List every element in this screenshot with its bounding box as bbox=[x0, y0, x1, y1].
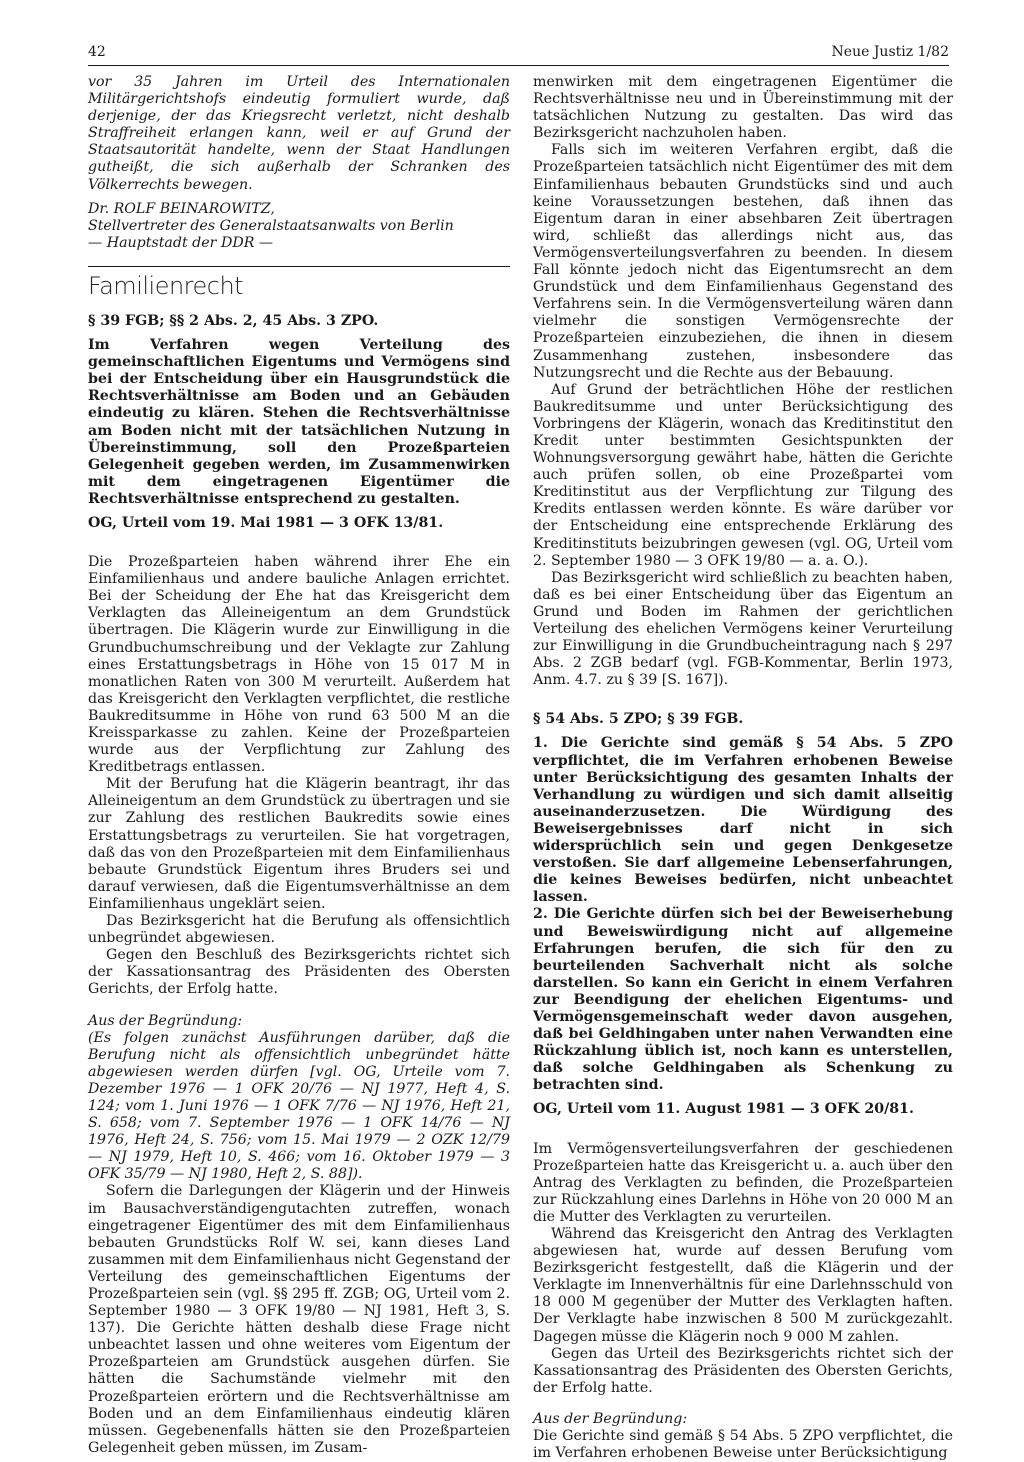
paragraph: Gegen das Urteil des Bezirksgerichts richtet sich der Kassationsantrag des Präsidenten des Obersten Gerichts, der Erfolg hatte. bbox=[533, 1345, 953, 1396]
paragraph: Mit der Berufung hat die Klägerin beantragt, ihr das Alleineigentum an dem Grundstück zu übertragen und sie zur Zahlung des restlichen Baukredits sowie eines Erstattungsbetrags zu verurteilen. Sie hat vorgetragen, daß das von den Prozeßparteien mit dem Einfamilienhaus bebaute Grundstück Eigentum ihres Bruders sei und darauf verwiesen, daß die Eigentumsverhältnisse an dem Einfamilienhaus ungeklärt seien. bbox=[88, 776, 510, 912]
author-role: Stellvertreter des Generalstaatsanwalts von Berlin bbox=[88, 217, 454, 234]
header-rule bbox=[88, 65, 949, 66]
case1-reference: § 39 FGB; §§ 2 Abs. 2, 45 Abs. 3 ZPO. bbox=[88, 312, 379, 329]
right-column bbox=[533, 74, 953, 1462]
paragraph: Im Vermögensverteilungsverfahren der geschiedenen Prozeßparteien hatte das Kreisgericht u. a. auch über den Antrag des Verklagten zu befinden, die Prozeßparteien zur Rückzahlung eines Darlehns in Höhe von 20 000 M an die Mutter des Verklagten zu verurteilen. bbox=[533, 1140, 953, 1225]
paragraph-italic: (Es folgen zunächst Ausführungen darüber, daß die Berufung nicht als offensichtlich unbegründet hätte abgewiesen werden dürfen [vgl. OG, Urteile vom 7. Dezember 1976 — 1 OFK 20/76 — NJ 1977, Heft 4, S. 124; vom 1. Juni 1976 — 1 OFK 7/76 — NJ 1976, Heft 21, S. 658; vom 7. September 1976 — 1 OFK 14/76 — NJ 1976, Heft 24, S. 756; vom 15. Mai 1979 — 2 OZK 12/79 — NJ 1979, Heft 10, S. 466; vom 16. Oktober 1979 — 3 OFK 35/79 — NJ 1980, Heft 2, S. 88]). bbox=[88, 1029, 510, 1183]
paragraph: Während das Kreisgericht den Antrag des Verklagten abgewiesen hat, wurde auf dessen Berufung vom Bezirksgericht festgestellt, daß die Klägerin und der Verklagte im Innenverhältnis für eine Darlehnsschuld von 18 000 M gegenüber der Mutter des Verklagten haften. Der Verklagte habe inzwischen 8 500 M zurückgezahlt. Dagegen müsse die Klägerin noch 9 000 M zahlen. bbox=[533, 1226, 953, 1345]
case2-summary-2: 2. Die Gerichte dürfen sich bei der Beweiserhebung und Beweiswürdigung nicht auf allgemeine Erfahrungen berufen, die sich für den zu beurteilenden Sachverhalt nicht als solche darstellen. So kann ein Gericht in einem Verfahren zur Beendigung der ehelichen Eigentums- und Vermögensgemeinschaft weder davon ausgehen, daß bei Geldhingaben unter nahen Verwandten eine Rückzahlung üblich ist, noch kann es unterstellen, daß solche Geldhingaben als Schenkung zu betrachten sind. bbox=[533, 906, 953, 1094]
journal-title: Neue Justiz 1/82 bbox=[831, 44, 949, 60]
case2-court: OG, Urteil vom 11. August 1981 — 3 OFK 20/81. bbox=[533, 1101, 914, 1118]
paragraph: Auf Grund der beträchtlichen Höhe der restlichen Baukreditsumme und unter Berücksichtigung des Vorbringens der Klägerin, wonach das Kreditinstitut den Kredit unter bestimmten Gesichtspunkten der Wohnungsversorgung gewährt habe, hätten die Gerichte auch prüfen sollen, ob eine Prozeßpartei vom Kreditinstitut aus der Verpflichtung zur Tilgung des Kredits entlassen werden könnte. Es wäre darüber vor der Entscheidung eine entsprechende Erklärung des Kreditinstituts beizubringen gewesen (vgl. OG, Urteil vom 2. September 1980 — 3 OFK 19/80 — a. a. O.). bbox=[533, 381, 953, 569]
page-number: 42 bbox=[88, 44, 106, 60]
paragraph: Gegen den Beschluß des Bezirksgerichts richtet sich der Kassationsantrag des Präsidenten des Obersten Gerichts, der Erfolg hatte. bbox=[88, 947, 510, 998]
left-column bbox=[88, 74, 510, 1457]
paragraph: Das Bezirksgericht wird schließlich zu beachten haben, daß es bei einer Entscheidung über das Eigentum an Grund und Boden im Rahmen der gerichtlichen Verteilung des ehelichen Vermögens keiner Verurteilung zur Einwilligung in die Grundbucheintragung nach § 297 Abs. 2 ZGB bedarf (vgl. FGB-Kommentar, Berlin 1973, Anm. 4.7. zu § 39 [S. 167]). bbox=[533, 569, 953, 689]
author-name: Dr. ROLF BEINAROWITZ, bbox=[88, 200, 275, 217]
author-place: — Hauptstadt der DDR — bbox=[88, 234, 274, 251]
intro-paragraph: vor 35 Jahren im Urteil des Internationalen Militärgerichtshofs eindeutig formuliert wurde, daß derjenige, der das Kriegsrecht verletzt, nicht deshalb Straffreiheit erlangen kann, weil er auf Grund der Staatsautorität handelte, wenn der Staat Handlungen gutheißt, die sich außerhalb der Schranken des Völkerrechts bewegen. bbox=[88, 74, 510, 193]
page-header bbox=[88, 44, 949, 66]
section-rule bbox=[88, 266, 510, 267]
paragraph: Die Prozeßparteien haben während ihrer Ehe ein Einfamilienhaus und andere bauliche Anlagen errichtet. Bei der Scheidung der Ehe hat das Kreisgericht dem Verklagten das Alleineigentum an dem Grundstück übertragen. Die Klägerin wurde zur Einwilligung in die Grundbuchumschreibung und der Veklagte zur Zahlung eines Erstattungsbetrags in Höhe von 15 017 M in monatlichen Raten von 300 M verurteilt. Außerdem hat das Kreisgericht den Verklagten verpflichtet, die restliche Baukreditsumme in Höhe von rund 63 500 M an die Kreissparkasse zu zahlen. Keine der Prozeßparteien wurde aus der Verpflichtung zur Zahlung des Kreditbetrags entlassen. bbox=[88, 554, 510, 776]
paragraph: Das Bezirksgericht hat die Berufung als offensichtlich unbegründet abgewiesen. bbox=[88, 913, 510, 947]
paragraph: menwirken mit dem eingetragenen Eigentümer die Rechtsverhältnisse neu und in Übereinstimmung mit der tatsächlichen Nutzung zu gestalten. Das wird das Bezirksgericht nachzuholen haben. bbox=[533, 74, 953, 142]
paragraph: Sofern die Darlegungen der Klägerin und der Hinweis im Bausachverständigengutachten zutreffen, wonach eingetragener Eigentümer des mit dem Einfamilienhaus bebauten Grundstücks Rolf W. sei, kann dieses Land zusammen mit dem Einfamilienhaus nicht Gegenstand der Verteilung des gemeinschaftlichen Eigentums der Prozeßparteien sein (vgl. §§ 295 ff. ZGB; OG, Urteil vom 2. September 1980 — 3 OFK 19/80 — NJ 1981, Heft 3, S. 137). Die Gerichte hätten deshalb diese Frage nicht unbeachtet lassen und ohne weiteres vom Eigentum der Prozeßparteien am Grundstück ausgehen dürfen. Sie hätten die Sachumstände vielmehr mit den Prozeßparteien erörtern und die Rechtsverhältnisse am Boden und an dem Einfamilienhaus eindeutig klären müssen. Gegebenenfalls hätten sie den Prozeßparteien Gelegenheit geben müssen, im Zusam- bbox=[88, 1183, 510, 1456]
case2-reference: § 54 Abs. 5 ZPO; § 39 FGB. bbox=[533, 711, 744, 728]
case2-summary-1: 1. Die Gerichte sind gemäß § 54 Abs. 5 ZPO verpflichtet, die im Verfahren erhobenen Beweise unter Berücksichtigung des gesamten Inhalts der Verhandlung zu würdigen und sich damit allseitig auseinanderzusetzen. Die Würdigung des Beweisergebnisses darf nicht in sich widersprüchlich sein und gegen Denkgesetze verstoßen. Sie darf allgemeine Lebenserfahrungen, die keines Beweises bedürfen, nicht unbeachtet lassen. bbox=[533, 735, 953, 906]
paragraph: Falls sich im weiteren Verfahren ergibt, daß die Prozeßparteien tatsächlich nicht Eigentümer des mit dem Einfamilienhaus bebauten Grundstücks sind und auch keine Voraussetzungen bestehen, daß ihnen das Eigentum daran in einer absehbaren Zeit übertragen wird, schließt das allerdings nicht aus, das Vermögensverteilungsverfahren zu beenden. In diesem Fall könnte jedoch nicht das Eigentumsrecht an dem Grundstück und dem Einfamilienhaus Gegenstand des Verfahrens sein. In die Vermögensverteilung wären dann vielmehr die sonstigen Vermögensrechte der Prozeßparteien einzubeziehen, die ihnen in diesem Zusammenhang zustehen, insbesondere das Nutzungsrecht und die Rechte aus der Bebauung. bbox=[533, 142, 953, 381]
case1-summary: Im Verfahren wegen Verteilung des gemeinschaftlichen Eigentums und Vermögens sind bei der Entscheidung über ein Hausgrundstück die Rechtsverhältnisse am Boden und an Gebäuden eindeutig zu klären. Stehen die Rechtsverhältnisse am Boden nicht mit der tatsächlichen Nutzung in Übereinstimmung, soll den Prozeßparteien Gelegenheit gegeben werden, im Zusammenwirken mit dem eingetragenen Eigentümer die Rechtsverhältnisse entsprechend zu gestalten. bbox=[88, 337, 510, 507]
begruendung-label: Aus der Begründung: bbox=[88, 1012, 243, 1029]
case1-court: OG, Urteil vom 19. Mai 1981 — 3 OFK 13/81. bbox=[88, 514, 444, 531]
section-title: Familienrecht bbox=[88, 271, 244, 300]
paragraph: Die Gerichte sind gemäß § 54 Abs. 5 ZPO verpflichtet, die im Verfahren erhobenen Beweise unter Berücksichtigung bbox=[533, 1428, 953, 1462]
begruendung-label: Aus der Begründung: bbox=[533, 1410, 688, 1427]
